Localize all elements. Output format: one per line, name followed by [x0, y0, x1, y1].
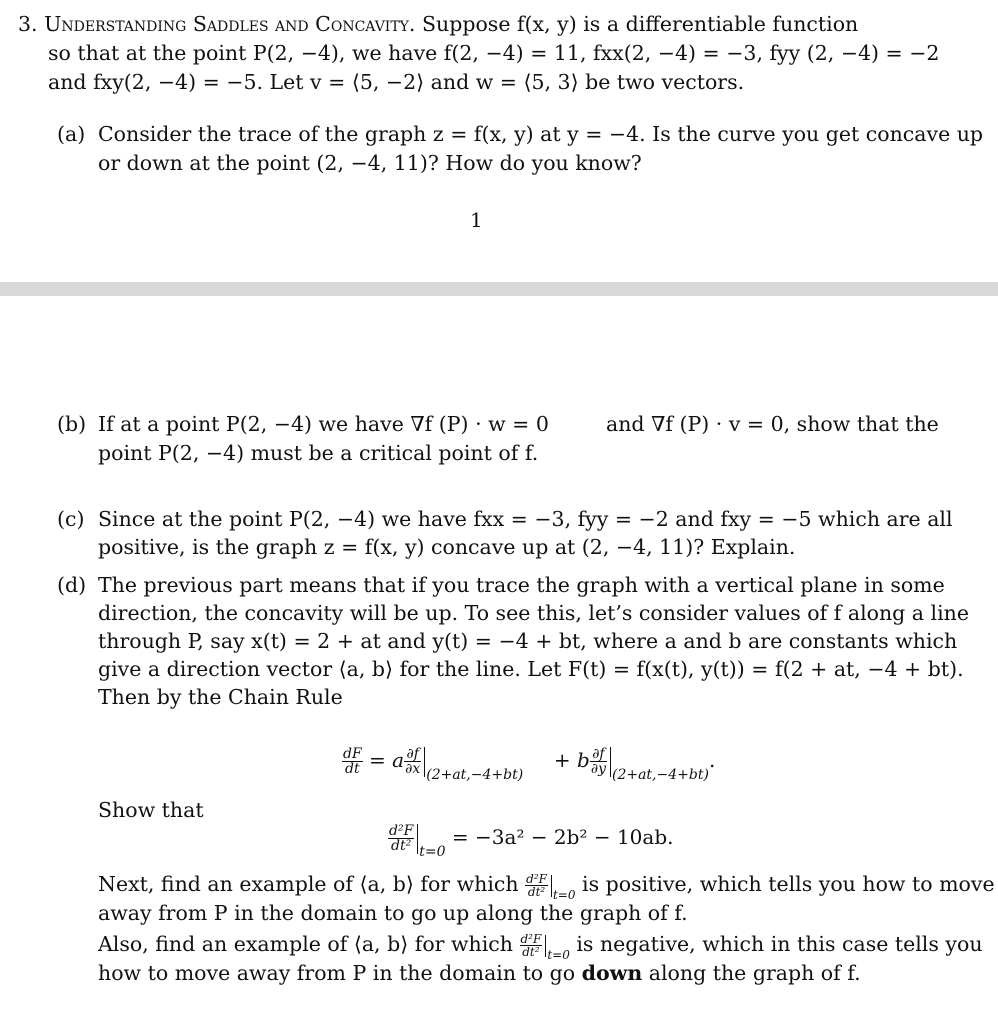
- part-c-label: (c): [57, 507, 85, 531]
- eval-bar: [545, 935, 546, 957]
- df-dx-fraction: $\frac{\partial f}{\partial x}$: [405, 746, 421, 777]
- part-b-line-1-right: and ∇f (P) · v = 0, show that the: [606, 412, 939, 436]
- part-c-line-1: Since at the point P(2, −4) we have fxx = −3, fyy = −2 and fxy = −5 which are all: [98, 507, 953, 531]
- also-line-2: [98, 959, 861, 987]
- part-c-line-2: positive, is the graph z = f(x, y) concave up at (2, −4, 11)? Explain.: [98, 535, 796, 559]
- inline-d2F-dt2-fraction: $\frac{\text{d²F}}{\text{dt²}}$: [526, 872, 547, 899]
- part-a-line-1: Consider the trace of the graph z = f(x, y) at y = −4. Is the curve you get concave up: [98, 122, 984, 146]
- second-derivative-equation: [388, 822, 673, 867]
- page-number: 1: [470, 208, 483, 232]
- inline-eval-t0: t=0: [547, 948, 570, 962]
- part-d-label: (d): [57, 573, 87, 597]
- also-line-1-text-a: Also, find an example of ⟨a, b⟩ for which: [98, 932, 513, 956]
- d2F-dt2-fraction: $\frac{\text{d²F}}{\text{dt²}}$: [389, 823, 414, 854]
- part-d-line-3: through P, say x(t) = 2 + at and y(t) = −4 + bt, where a and b are constants which: [98, 629, 958, 653]
- problem-heading: Understanding Saddles and Concavity.: [44, 12, 416, 36]
- also-line-1-text-b: is negative, which in this case tells you: [576, 932, 983, 956]
- eq2-eval-t0: t=0: [419, 844, 446, 860]
- df-dy-fraction: $\frac{\partial f}{\partial y}$: [590, 746, 606, 777]
- part-a-line-2: or down at the point (2, −4, 11)? How do you know?: [98, 151, 642, 175]
- show-that: Show that: [98, 798, 204, 822]
- eq1-eval-point-1: (2+at,−4+bt): [426, 767, 524, 783]
- also-line-2-bold-down: down: [581, 961, 643, 985]
- also-line-2-text-a: how to move away from P in the domain to go: [98, 961, 576, 985]
- part-d-line-5: Then by the Chain Rule: [98, 685, 343, 709]
- problem-number: 3.: [18, 12, 38, 36]
- eq2-rhs: = −3a² − 2b² − 10ab.: [451, 825, 674, 849]
- part-b-line-1-left: If at a point P(2, −4) we have ∇f (P) · w = 0: [98, 412, 549, 436]
- part-d-line-4: give a direction vector ⟨a, b⟩ for the line. Let F(t) = f(x(t), y(t)) = f(2 + at, −4 + bt).: [98, 657, 964, 681]
- part-b-label: (b): [57, 412, 87, 436]
- part-d-line-2: direction, the concavity will be up. To see this, let’s consider values of f along a line: [98, 601, 969, 625]
- eq1-period: .: [708, 748, 716, 772]
- dF-dt-fraction: $\frac{dF}{dt}$: [343, 746, 362, 777]
- part-d-line-1: The previous part means that if you trace the graph with a vertical plane in some: [98, 573, 945, 597]
- problem-intro-1: Suppose f(x, y) is a differentiable function: [421, 12, 859, 36]
- problem-intro-2: so that at the point P(2, −4), we have f(2, −4) = 11, fxx(2, −4) = −3, fyy (2, −4) = −2: [48, 41, 940, 65]
- eval-bar: [424, 747, 425, 777]
- eval-bar: [551, 875, 552, 897]
- inline-d2F-dt2-fraction: $\frac{\text{d²F}}{\text{dt²}}$: [520, 932, 542, 959]
- next-line-2: away from P in the domain to go up along the graph of f.: [98, 901, 688, 925]
- chain-rule-equation: [342, 745, 715, 790]
- next-line-1-text-a: Next, find an example of ⟨a, b⟩ for which: [98, 872, 519, 896]
- eq1-eval-point-2: (2+at,−4+bt): [611, 767, 709, 783]
- problem-intro-3: and fxy(2, −4) = −5. Let v = ⟨5, −2⟩ and w = ⟨5, 3⟩ be two vectors.: [48, 70, 745, 94]
- problem-intro-line-1: [18, 10, 858, 38]
- eq1-b-term: + b: [553, 748, 590, 772]
- inline-eval-t0: t=0: [552, 888, 576, 902]
- part-b-line-2: point P(2, −4) must be a critical point of f.: [98, 441, 539, 465]
- eval-bar: [610, 747, 611, 777]
- eval-bar: [417, 824, 418, 854]
- part-a-label: (a): [57, 122, 86, 146]
- eq1-a-term: = a: [369, 748, 405, 772]
- page-separator: [0, 282, 998, 296]
- next-line-1-text-b: is positive, which tells you how to move: [582, 872, 995, 896]
- also-line-2-text-c: along the graph of f.: [648, 961, 861, 985]
